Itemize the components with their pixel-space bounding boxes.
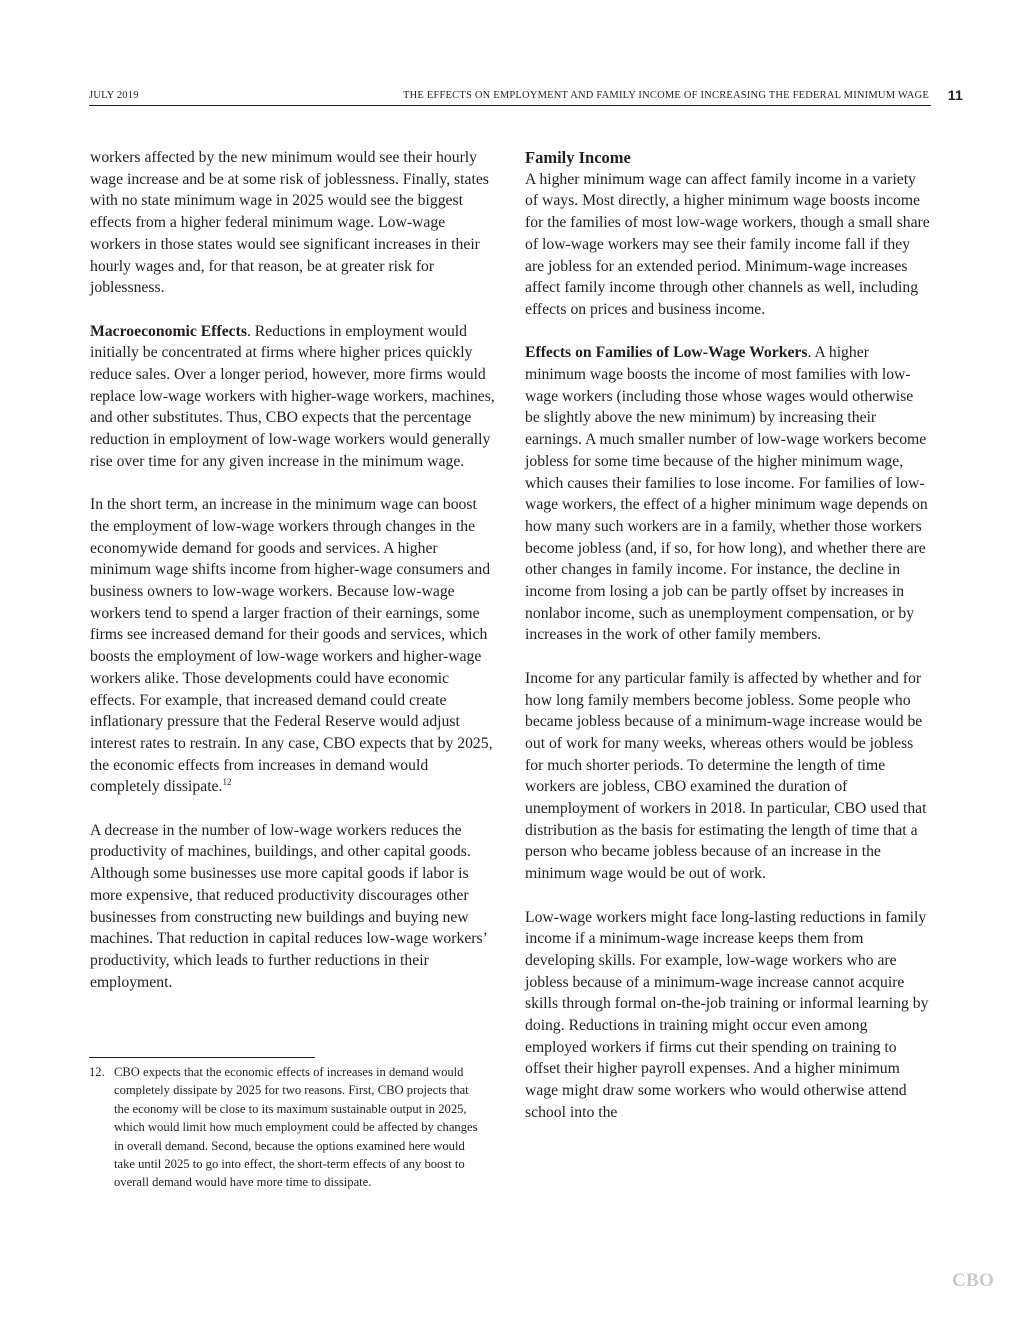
page-number: 11 — [947, 87, 963, 103]
paragraph-macroeconomic-effects — [90, 321, 495, 473]
header-date: JULY 2019 — [89, 90, 139, 101]
header-report-title: THE EFFECTS ON EMPLOYMENT AND FAMILY INCOME OF INCREASING THE FEDERAL MINIMUM WAGE — [403, 90, 929, 101]
cbo-logo: CBO — [952, 1270, 995, 1291]
footnote-rule — [89, 1057, 315, 1058]
left-column — [90, 147, 495, 1015]
running-header — [89, 88, 963, 106]
paragraph-state-effects: workers affected by the new minimum would see their hourly wage increase and be at some risk of joblessness. Finally, states with no state minimum wage in 2025 would see the biggest effects from a higher federal minimum wage. Low-wage workers in those states would see significant increases in their hourly wages and, for that reason, be at greater risk for joblessness. — [90, 149, 489, 297]
footnote-12 — [89, 1063, 481, 1192]
paragraph-body: . Reductions in employment would initially be concentrated at firms where higher prices quickly reduce sales. Over a longer period, however, more firms would replace low-wage workers with higher-wage workers, machines, and other substitutes. Thus, CBO expects that the percentage reduction in employment of low-wage workers would generally rise over time for any given increase in the minimum wage. — [90, 322, 495, 470]
right-column — [525, 147, 930, 1145]
paragraph-body: In the short term, an increase in the minimum wage can boost the employment of low-wage workers through changes in the economywide demand for goods and services. A higher minimum wage shifts income from higher-wage consumers and business owners to low-wage workers. Because low-wage workers tend to spend a larger fraction of their earnings, some firms see increased demand for their goods and services, which boosts the employment of low-wage workers and higher-wage workers alike. Those developments could have economic effects. For example, that increased demand could create inflationary pressure that the Federal Reserve would adjust interest rates to restrain. In any case, CBO expects that by 2025, the economic effects from increases in demand would completely dissipate. — [90, 496, 493, 796]
paragraph-jobless-duration: Income for any particular family is affected by whether and for how long family members become jobless. Some people who became jobless because of a minimum-wage increase would be out of work for many weeks, whereas others would be jobless for much shorter periods. To determine the length of time workers are jobless, CBO examined the duration of unemployment of workers in 2018. In particular, CBO used that distribution as the basis for estimating the length of time that a person who became jobless because of an increase in the minimum wage would be out of work. — [525, 669, 927, 883]
run-in-heading-macroeconomic: Macroeconomic Effects — [90, 322, 247, 340]
run-in-heading-families: Effects on Families of Low-Wage Workers — [525, 344, 808, 362]
footnote-reference[interactable]: 12 — [222, 777, 232, 788]
paragraph-capital-productivity: A decrease in the number of low-wage workers reduces the productivity of machines, buildings, and other capital goods. Although some businesses use more capital goods if labor is more expensive, that reduced productivity discourages other businesses from constructing new buildings and buying new machines. That reduction in capital reduces low-wage workers’ productivity, which leads to further reductions in their employment. — [90, 821, 487, 991]
paragraph-short-term-demand — [90, 494, 495, 798]
header-rule — [89, 105, 931, 106]
paragraph-skills-training: Low-wage workers might face long-lasting reductions in family income if a minimum-wage increase keeps them from developing skills. For example, low-wage workers who are jobless because of a minimum-wage increase cannot acquire skills through formal on-the-job training or informal learning by doing. Reductions in training might occur even among employed workers if firms cut their spending on training to offset their higher payroll expenses. And a higher minimum wage might draw some workers who would otherwise attend school into the — [525, 908, 929, 1121]
paragraph-effects-on-families — [525, 342, 930, 646]
footnote-number: 12. — [89, 1065, 105, 1079]
paragraph-body: . A higher minimum wage boosts the income of most families with low-wage workers (including those whose wages would otherwise be slightly above the new minimum) by increasing their earnings. A much smaller number of low-wage workers become jobless for some time because of the higher minimum wage, which causes their families to lose income. For families of low-wage workers, the effect of a higher minimum wage depends on how many such workers are in a family, whether those workers become jobless (and, if so, for how long), and whether there are other changes in family income. For instance, the decline in income from losing a job can be partly offset by increases in nonlabor income, such as unemployment compensation, or by increases in the work of other family members. — [525, 344, 928, 644]
footnote-text: CBO expects that the economic effects of increases in demand would completely dissipate by 2025 for two reasons. First, CBO projects that the economy will be close to its maximum sustainable output in 2025, which would limit how much employment could be affected by changes in overall demand. Second, because the options examined here would take until 2025 to go into effect, the short-term effects of any boost to overall demand would have more time to dissipate. — [114, 1065, 478, 1190]
paragraph-family-income-intro: A higher minimum wage can affect family income in a variety of ways. Most directly, a higher minimum wage boosts income for the families of most low-wage workers, though a small share of low-wage workers may see their family income fall if they are jobless for an extended period. Minimum-wage increases affect family income through other channels as well, including effects on prices and business income. — [525, 170, 930, 318]
section-heading-family-income: Family Income — [525, 148, 631, 167]
